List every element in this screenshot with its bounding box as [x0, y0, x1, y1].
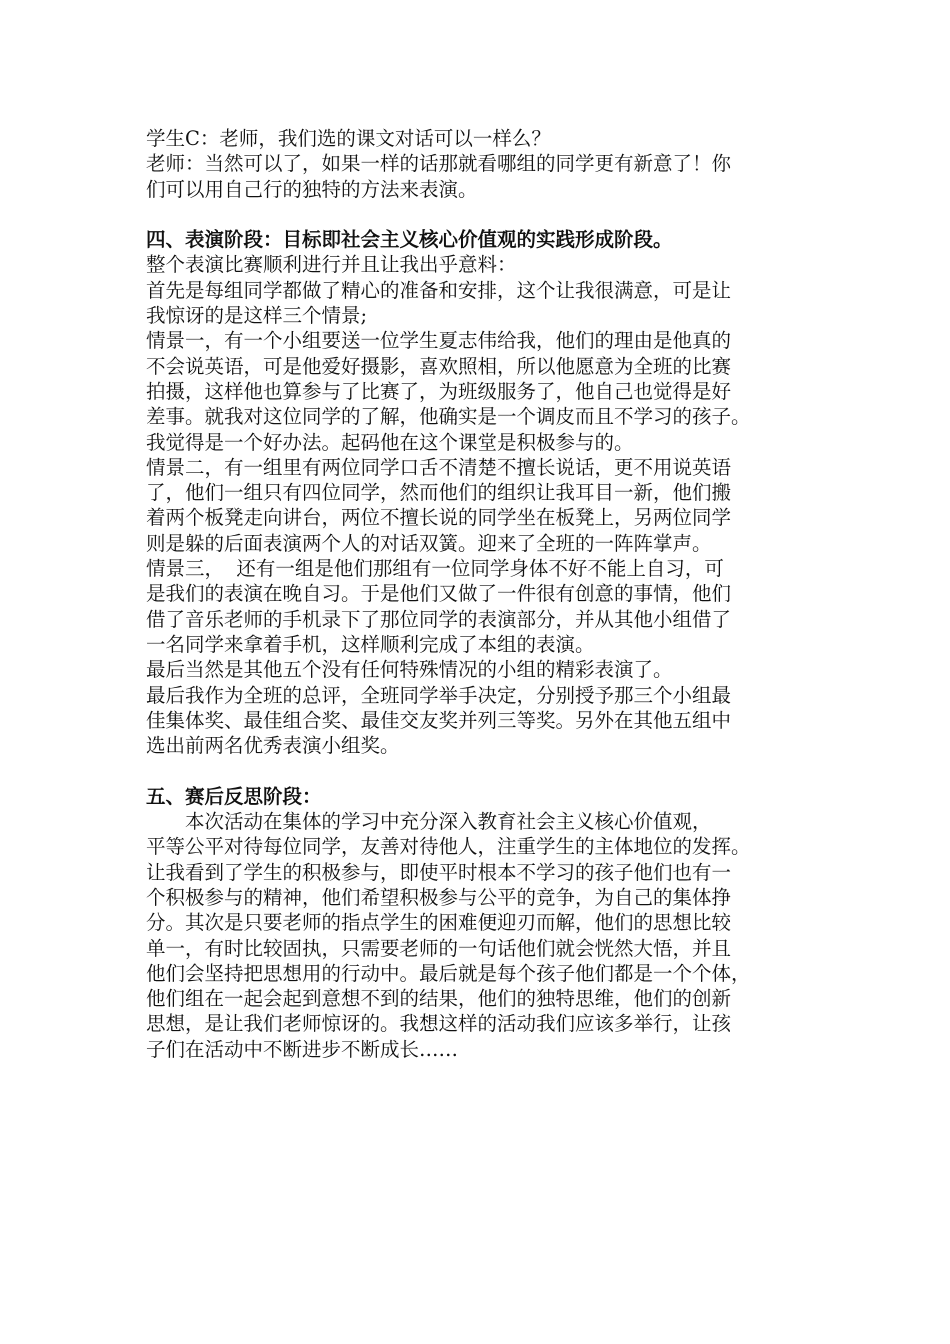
body-line: 不会说英语，可是他爱好摄影，喜欢照相，所以他愿意为全班的比赛 — [146, 354, 732, 378]
body-line: 最后我作为全班的总评，全班同学举手决定，分别授予那三个小组最 — [146, 683, 732, 707]
paragraph-gap — [146, 202, 816, 227]
body-line: 首先是每组同学都做了精心的准备和安排，这个让我很满意，可是让 — [146, 278, 732, 302]
body-line: 分。其次是只要老师的指点学生的困难便迎刃而解，他们的思想比较 — [146, 911, 732, 935]
body-line: 借了音乐老师的手机录下了那位同学的表演部分，并从其他小组借了 — [146, 607, 732, 631]
body-line: 则是躲的后面表演两个人的对话双簧。迎来了全班的一阵阵掌声。 — [146, 531, 712, 555]
body-line: 最后当然是其他五个没有任何特殊情况的小组的精彩表演了。 — [146, 658, 673, 682]
body-line: 情景一，有一个小组要送一位学生夏志伟给我，他们的理由是他真的 — [146, 329, 732, 353]
body-line: 了，他们一组只有四位同学，然而他们的组织让我耳目一新，他们搬 — [146, 481, 732, 505]
body-line: 选出前两名优秀表演小组奖。 — [146, 734, 400, 758]
body-line: 他们组在一起会起到意想不到的结果，他们的独特思维，他们的创新 — [146, 987, 732, 1011]
document-body — [146, 126, 816, 1062]
body-line: 着两个板凳走向讲台，两位不擅长说的同学坐在板凳上，另两位同学 — [146, 506, 732, 530]
section-4-heading: 四、表演阶段：目标即社会主义核心价值观的实践形成阶段。 — [146, 228, 673, 252]
body-line: 拍摄，这样他也算参与了比赛了，为班级服务了，他自己也觉得是好 — [146, 379, 732, 403]
dialogue-line: 们可以用自己行的独特的方法来表演。 — [146, 177, 478, 201]
body-line: 他们会坚持把思想用的行动中。最后就是每个孩子他们都是一个个体， — [146, 961, 751, 985]
body-line: 平等公平对待每位同学，友善对待他人，注重学生的主体地位的发挥。 — [146, 835, 751, 859]
body-line: 情景二，有一组里有两位同学口舌不清楚不擅长说话，更不用说英语 — [146, 455, 732, 479]
dialogue-line: 老师：当然可以了，如果一样的话那就看哪组的同学更有新意了！你 — [146, 152, 732, 176]
body-line: 一名同学来拿着手机，这样顺利完成了本组的表演。 — [146, 632, 595, 656]
section-5-heading: 五、赛后反思阶段： — [146, 784, 322, 808]
body-line: 思想，是让我们老师惊讶的。我想这样的活动我们应该多举行，让孩 — [146, 1012, 732, 1036]
body-line: 情景三， 还有一组是他们那组有一位同学身体不好不能上自习，可 — [146, 557, 724, 581]
body-line: 我觉得是一个好办法。起码他在这个课堂是积极参与的。 — [146, 430, 634, 454]
body-line: 差事。就我对这位同学的了解，他确实是一个调皮而且不学习的孩子。 — [146, 405, 751, 429]
body-line: 整个表演比赛顺利进行并且让我出乎意料： — [146, 253, 517, 277]
body-line-indented: 本次活动在集体的学习中充分深入教育社会主义核心价值观， — [185, 810, 712, 834]
body-line: 让我看到了学生的积极参与，即使平时根本不学习的孩子他们也有一 — [146, 860, 732, 884]
body-line: 单一，有时比较固执，只需要老师的一句话他们就会恍然大悟，并且 — [146, 936, 732, 960]
body-line: 我惊讶的是这样三个情景; — [146, 304, 368, 328]
body-line: 是我们的表演在晚自习。于是他们又做了一件很有创意的事情，他们 — [146, 582, 732, 606]
paragraph-gap — [146, 758, 816, 783]
body-line: 个积极参与的精神，他们希望积极参与公平的竞争，为自己的集体挣 — [146, 885, 732, 909]
body-line: 佳集体奖、最佳组合奖、最佳交友奖并列三等奖。另外在其他五组中 — [146, 708, 732, 732]
dialogue-line: 学生C：老师，我们选的课文对话可以一样么？ — [146, 127, 551, 150]
body-line: 子们在活动中不断进步不断成长…… — [146, 1037, 459, 1061]
